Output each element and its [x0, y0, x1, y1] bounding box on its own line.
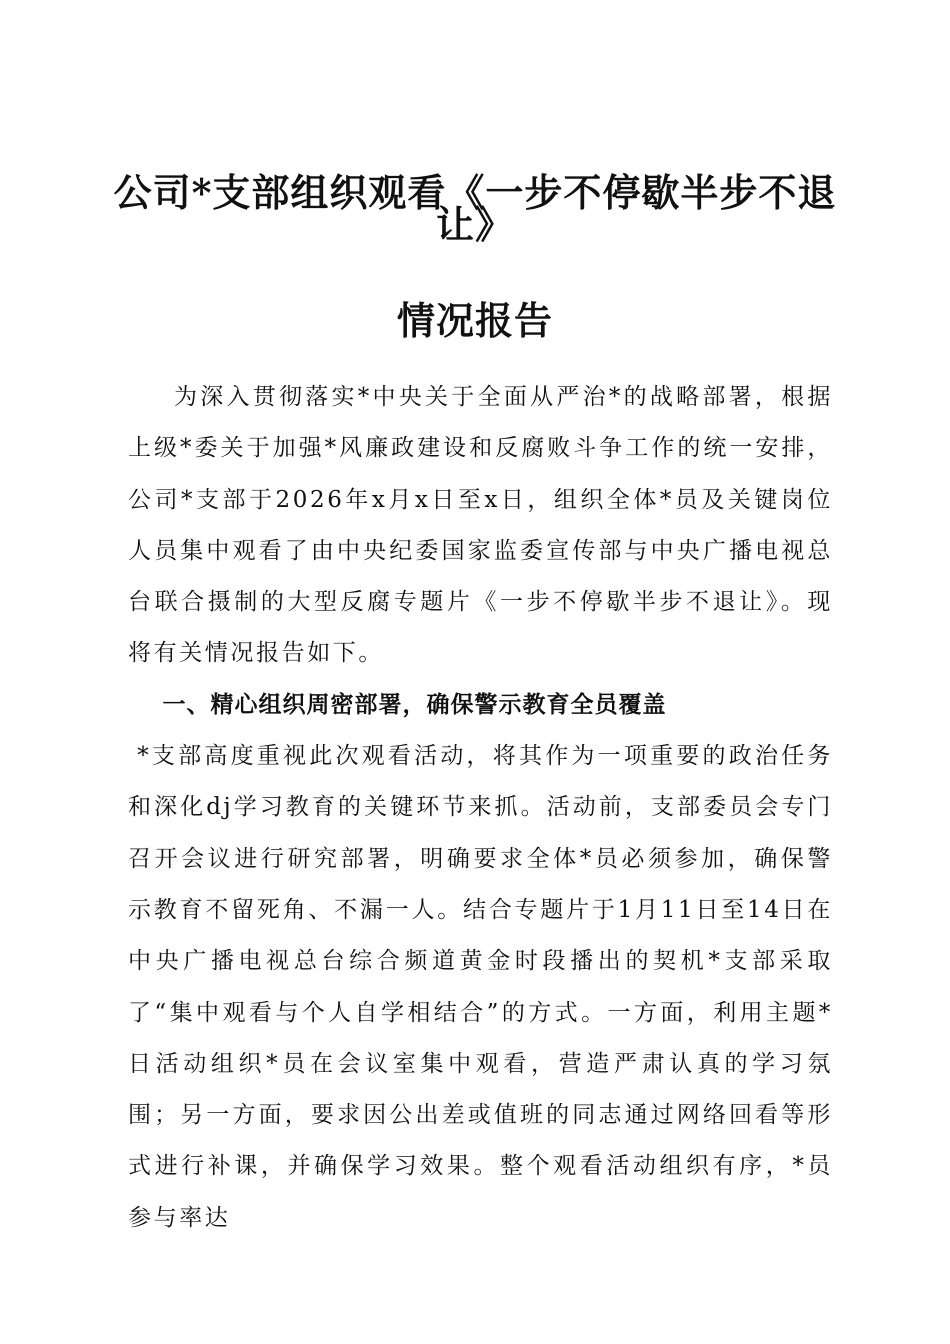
intro-paragraph: 为深入贯彻落实*中央关于全面从严治*的战略部署，根据上级*委关于加强*风廉政建设和反腐败斗争工作的统一安排，公司*支部于2026年x月x日至x日，组织全体*员及关键岗位人员集中观看了由中央纪委国家监委宣传部与中央广播电视总台联合摄制的大型反腐专题片《一步不停歇半步不退让》。现将有关情况报告如下。 [128, 384, 833, 667]
document-body [128, 372, 833, 1244]
document-title-line2: 让》 [435, 202, 514, 247]
section-paragraph-1: *支部高度重视此次观看活动，将其作为一项重要的政治任务和深化dj学习教育的关键环节来抓。活动前，支部委员会专门召开会议进行研究部署，明确要求全体*员必须参加，确保警示教育不留死角、不漏一人。结合专题片于1月11日至14日在中央广播电视总台综合频道黄金时段播出的契机*支部采取了“集中观看与个人自学相结合”的方式。一方面，利用主题*日活动组织*员在会议室集中观看，营造严肃认真的学习氛围；另一方面，要求因公出差或值班的同志通过网络回看等形式进行补课，并确保学习效果。整个观看活动组织有序，*员参与率达 [128, 743, 833, 1231]
document-title-line1: 公司*支部组织观看《一步不停歇半步不退 [113, 170, 837, 215]
section-heading-1: 一、精心组织周密部署，确保警示教育全员覆盖 [162, 691, 667, 718]
document-title-sub: 情况报告 [396, 298, 553, 343]
